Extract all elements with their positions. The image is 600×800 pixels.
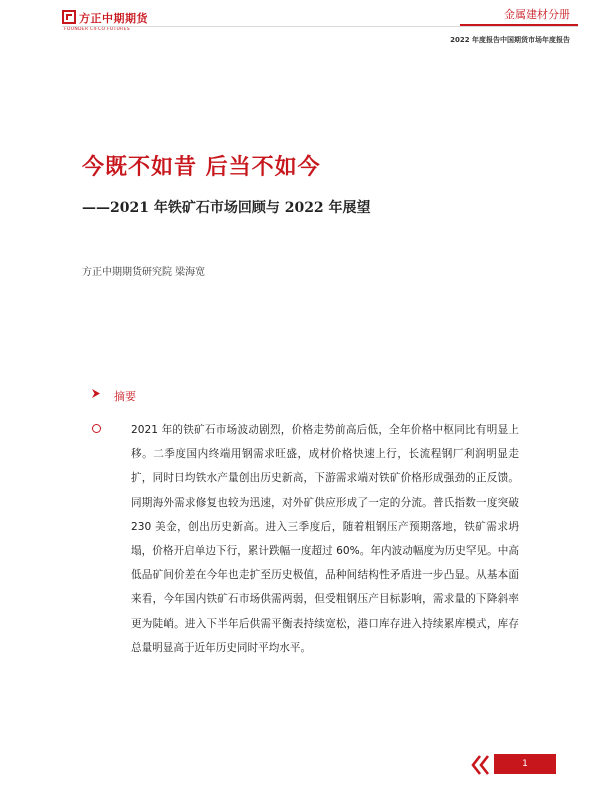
- header-accent-line: [460, 24, 578, 26]
- report-type: 2022 年度报告中国期货市场年度报告: [450, 36, 570, 44]
- main-title: 今既不如昔 后当不如今: [82, 155, 321, 180]
- header-divider: [62, 26, 578, 27]
- logo-english-name: FOUNDER CIFCO FUTURES: [64, 27, 130, 32]
- summary-label: 摘要: [114, 390, 136, 403]
- logo-chinese-name: 方正中期期货: [79, 12, 148, 25]
- summary-paragraph: 2021 年的铁矿石市场波动剧烈，价格走势前高后低，全年价格中枢同比有明显上移。二季度国内终端用钢需求旺盛，成材价格快速上行，长流程钢厂利润明显走扩，同时日均铁水产量创出历史新高，下游需求端对铁矿价格形成强劲的正反馈。同期海外需求修复也较为迅速，对外矿供应形成了一定的分流。普氏指数一度突破 230 美金，创出历史新高。进入三季度后，随着粗钢压产预期落地，铁矿需求坍塌，价格开启单边下行，累计跌幅一度超过 60%。年内波动幅度为历史罕见。中高低品矿间价差在今年也走扩至历史极值，品种间结构性矛盾进一步凸显。从基本面来看，今年国内铁矿石市场供需两弱，但受粗钢压产目标影响，需求量的下降斜率更为陡峭。进入下半年后供需平衡表持续宽松，港口库存进入持续累库模式，库存总量明显高于近年历史同时平均水平。: [131, 424, 519, 654]
- page-number: 1: [494, 754, 556, 774]
- company-logo-icon: [62, 10, 76, 24]
- bullet-circle-icon: [92, 424, 101, 433]
- section-tag: 金属建材分册: [504, 8, 570, 21]
- sub-title: ——2021 年铁矿石市场回顾与 2022 年展望: [82, 200, 371, 216]
- author-line: 方正中期期货研究院 梁海宽: [82, 267, 206, 278]
- arrow-right-icon: [92, 389, 100, 398]
- double-chevron-left-icon: [470, 754, 490, 776]
